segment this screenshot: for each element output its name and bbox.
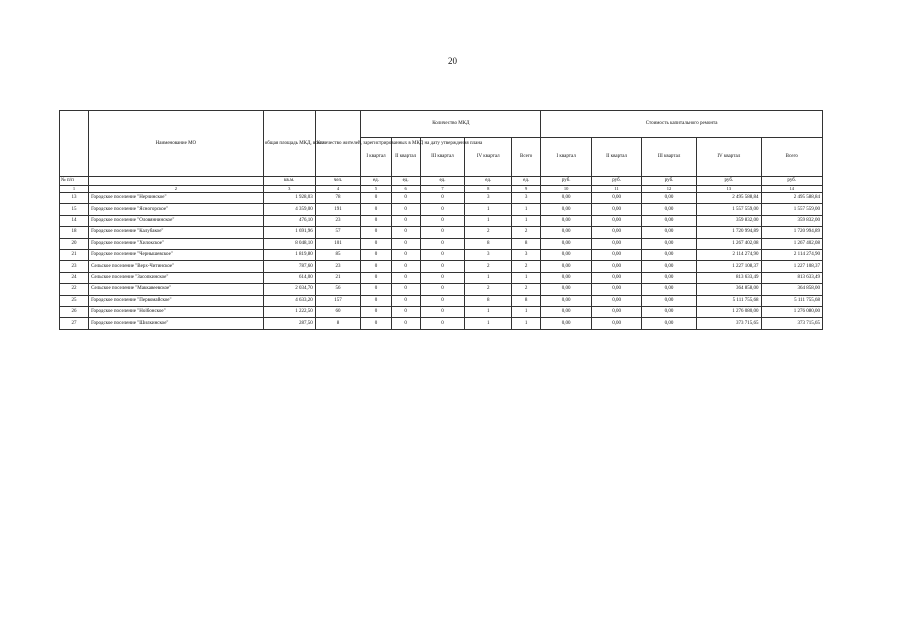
mo-name-cell: Городское поселение "Holбонское" [89, 306, 264, 317]
cost-q1-cell: 0,00 [541, 261, 592, 272]
header-mkd-total: Всего [512, 138, 541, 177]
header-mkd-q1: I квартал [361, 138, 391, 177]
column-number: 7 [420, 186, 465, 193]
residents-cell: 101 [315, 238, 361, 249]
mkd-total-cell: 2 [512, 227, 541, 238]
unit-area: кв.м. [263, 177, 315, 186]
mkd-q2-cell: 0 [391, 284, 420, 295]
mkd-q1-cell: 0 [361, 284, 391, 295]
cost-total-cell: 1 267 402,08 [761, 238, 822, 249]
table-row [60, 295, 823, 306]
residents-cell: 56 [315, 284, 361, 295]
mkd-q1-cell: 0 [361, 204, 391, 215]
cost-q2-cell: 0,00 [592, 318, 642, 329]
unit-cost-q3: руб. [642, 177, 697, 186]
header-cost-q4: IV квартал [697, 138, 761, 177]
column-number: 5 [361, 186, 391, 193]
column-number: 10 [541, 186, 592, 193]
mkd-q3-cell: 0 [420, 193, 465, 204]
area-cell: 2 034,70 [263, 284, 315, 295]
cost-total-cell: 2 114 274,90 [761, 249, 822, 260]
mkd-total-cell: 2 [512, 261, 541, 272]
table-row [60, 238, 823, 249]
mo-name-cell: Сельское поселение "Маккавеевское" [89, 284, 264, 295]
cost-q3-cell: 0,00 [642, 227, 697, 238]
unit-mkd-q3: ед. [420, 177, 465, 186]
cost-q4-cell: 359 832,00 [697, 215, 761, 226]
cost-total-cell: 1 557 559,00 [761, 204, 822, 215]
row-number-cell: 23 [60, 261, 89, 272]
cost-q1-cell: 0,00 [541, 215, 592, 226]
residents-cell: 23 [315, 261, 361, 272]
mkd-q1-cell: 0 [361, 295, 391, 306]
cost-q4-cell: 364 858,00 [697, 284, 761, 295]
mkd-q2-cell: 0 [391, 238, 420, 249]
cost-q2-cell: 0,00 [592, 204, 642, 215]
row-number-cell: 24 [60, 272, 89, 283]
column-number: 14 [761, 186, 822, 193]
area-cell: 476,10 [263, 215, 315, 226]
cost-q2-cell: 0,00 [592, 249, 642, 260]
capital-repair-table [59, 110, 823, 330]
column-number: 2 [89, 186, 264, 193]
mkd-q4-cell: 3 [465, 249, 512, 260]
cost-q3-cell: 0,00 [642, 272, 697, 283]
header-cost-q2: II квартал [592, 138, 642, 177]
row-number-cell: 27 [60, 318, 89, 329]
table-row [60, 306, 823, 317]
cost-q3-cell: 0,00 [642, 215, 697, 226]
table-row [60, 215, 823, 226]
mkd-q2-cell: 0 [391, 295, 420, 306]
cost-q1-cell: 0,00 [541, 204, 592, 215]
mo-name-cell: Городское поселение "Чернышевское" [89, 249, 264, 260]
unit-mkd-total: ед. [512, 177, 541, 186]
column-number: 11 [592, 186, 642, 193]
mo-name-cell: Городское поселение "Нерчинское" [89, 193, 264, 204]
unit-cost-q4: руб. [697, 177, 761, 186]
cost-q4-cell: 373 715,65 [697, 318, 761, 329]
residents-cell: 60 [315, 306, 361, 317]
mkd-total-cell: 1 [512, 204, 541, 215]
cost-q2-cell: 0,00 [592, 261, 642, 272]
table-body [60, 193, 823, 330]
row-number-cell: 20 [60, 238, 89, 249]
column-number: 8 [465, 186, 512, 193]
header-row-num: № п/п [60, 177, 89, 186]
mkd-q4-cell: 3 [465, 193, 512, 204]
area-cell: 8 048,10 [263, 238, 315, 249]
mkd-q4-cell: 1 [465, 306, 512, 317]
cost-q2-cell: 0,00 [592, 238, 642, 249]
mkd-q2-cell: 0 [391, 204, 420, 215]
area-cell: 1 928,03 [263, 193, 315, 204]
mkd-q1-cell: 0 [361, 261, 391, 272]
cost-q3-cell: 0,00 [642, 261, 697, 272]
area-cell: 1 222,50 [263, 306, 315, 317]
header-mkd-count: Количество МКД [361, 111, 541, 138]
mo-name-cell: Городское поселение "Оловяннинское" [89, 215, 264, 226]
mo-name-cell: Городское поселение "Калубакое" [89, 227, 264, 238]
cost-q1-cell: 0,00 [541, 272, 592, 283]
row-number-cell: 21 [60, 249, 89, 260]
row-number-cell: 13 [60, 193, 89, 204]
row-number-cell: 26 [60, 306, 89, 317]
table-row [60, 261, 823, 272]
cost-q1-cell: 0,00 [541, 284, 592, 295]
residents-cell: 23 [315, 215, 361, 226]
mkd-q1-cell: 0 [361, 272, 391, 283]
mkd-q3-cell: 0 [420, 227, 465, 238]
cost-q4-cell: 2 114 274,90 [697, 249, 761, 260]
mkd-q3-cell: 0 [420, 215, 465, 226]
table-row [60, 272, 823, 283]
mkd-q3-cell: 0 [420, 238, 465, 249]
header-mkd-q4: IV квартал [465, 138, 512, 177]
cost-total-cell: 373 715,65 [761, 318, 822, 329]
mkd-q2-cell: 0 [391, 318, 420, 329]
column-number: 6 [391, 186, 420, 193]
cost-q2-cell: 0,00 [592, 284, 642, 295]
mkd-q4-cell: 2 [465, 227, 512, 238]
area-cell: 1 691,96 [263, 227, 315, 238]
cost-q3-cell: 0,00 [642, 284, 697, 295]
unit-cost-total: руб. [761, 177, 822, 186]
mkd-q4-cell: 1 [465, 204, 512, 215]
cost-q3-cell: 0,00 [642, 238, 697, 249]
area-cell: 787,60 [263, 261, 315, 272]
mkd-q3-cell: 0 [420, 295, 465, 306]
mkd-q2-cell: 0 [391, 193, 420, 204]
cost-q3-cell: 0,00 [642, 249, 697, 260]
cost-q1-cell: 0,00 [541, 227, 592, 238]
column-number: 4 [315, 186, 361, 193]
cost-q2-cell: 0,00 [592, 306, 642, 317]
cost-q4-cell: 1 227 108,37 [697, 261, 761, 272]
unit-cost-q2: руб. [592, 177, 642, 186]
column-number: 12 [642, 186, 697, 193]
mkd-q1-cell: 0 [361, 249, 391, 260]
cost-q4-cell: 1 720 994,89 [697, 227, 761, 238]
cost-total-cell: 359 832,00 [761, 215, 822, 226]
unit-cost-q1: руб. [541, 177, 592, 186]
mkd-q1-cell: 0 [361, 227, 391, 238]
mkd-q4-cell: 2 [465, 261, 512, 272]
mkd-q2-cell: 0 [391, 249, 420, 260]
mo-name-cell: Городское поселение "Ясногорское" [89, 204, 264, 215]
cost-q4-cell: 1 276 080,00 [697, 306, 761, 317]
cost-q1-cell: 0,00 [541, 238, 592, 249]
cost-q3-cell: 0,00 [642, 204, 697, 215]
cost-total-cell: 1 720 994,89 [761, 227, 822, 238]
mkd-q4-cell: 1 [465, 272, 512, 283]
header-cost-q1: I квартал [541, 138, 592, 177]
mkd-q1-cell: 0 [361, 215, 391, 226]
mkd-q1-cell: 0 [361, 193, 391, 204]
table-row [60, 284, 823, 295]
cost-q3-cell: 0,00 [642, 318, 697, 329]
mkd-total-cell: 2 [512, 284, 541, 295]
cost-q2-cell: 0,00 [592, 227, 642, 238]
header-mkd-q3: III квартал [420, 138, 465, 177]
mkd-total-cell: 8 [512, 295, 541, 306]
mkd-q1-cell: 0 [361, 306, 391, 317]
row-number-cell: 22 [60, 284, 89, 295]
mkd-q2-cell: 0 [391, 272, 420, 283]
header-name: Наименование МО [89, 111, 264, 177]
header-residents: Количество жителей, зарегистрированных в МКД на дату утверждения плана [315, 111, 361, 177]
cost-q1-cell: 0,00 [541, 306, 592, 317]
cost-total-cell: 1 227 108,37 [761, 261, 822, 272]
header-cost-q3: III квартал [642, 138, 697, 177]
mkd-q4-cell: 2 [465, 284, 512, 295]
unit-name-blank [89, 177, 264, 186]
row-number-cell: 15 [60, 204, 89, 215]
column-number: 9 [512, 186, 541, 193]
cost-total-cell: 813 633,49 [761, 272, 822, 283]
row-number-cell: 18 [60, 227, 89, 238]
cost-q4-cell: 1 267 402,08 [697, 238, 761, 249]
cost-q4-cell: 5 111 755,68 [697, 295, 761, 306]
mkd-total-cell: 3 [512, 193, 541, 204]
table-row [60, 318, 823, 329]
mkd-q4-cell: 8 [465, 238, 512, 249]
cost-q2-cell: 0,00 [592, 193, 642, 204]
mkd-q4-cell: 1 [465, 318, 512, 329]
header-mkd-q2: II квартал [391, 138, 420, 177]
mo-name-cell: Сельское поселение "Верх-Читинское" [89, 261, 264, 272]
cost-total-cell: 1 276 080,00 [761, 306, 822, 317]
mkd-total-cell: 3 [512, 249, 541, 260]
mkd-q4-cell: 1 [465, 215, 512, 226]
mkd-q1-cell: 0 [361, 318, 391, 329]
cost-total-cell: 5 111 755,68 [761, 295, 822, 306]
mkd-total-cell: 1 [512, 306, 541, 317]
mkd-total-cell: 1 [512, 215, 541, 226]
cost-q4-cell: 813 633,49 [697, 272, 761, 283]
residents-cell: 57 [315, 227, 361, 238]
cost-q1-cell: 0,00 [541, 249, 592, 260]
cost-q1-cell: 0,00 [541, 193, 592, 204]
mkd-q1-cell: 0 [361, 238, 391, 249]
cost-q2-cell: 0,00 [592, 272, 642, 283]
residents-cell: 78 [315, 193, 361, 204]
cost-q1-cell: 0,00 [541, 318, 592, 329]
mkd-total-cell: 1 [512, 272, 541, 283]
mo-name-cell: Городское поселение "Первомайское" [89, 295, 264, 306]
residents-cell: 21 [315, 272, 361, 283]
table-row [60, 204, 823, 215]
mkd-q3-cell: 0 [420, 249, 465, 260]
cost-q3-cell: 0,00 [642, 306, 697, 317]
mo-name-cell: Городское поселение "Шилкинское" [89, 318, 264, 329]
unit-mkd-q2: ед. [391, 177, 420, 186]
residents-cell: 85 [315, 249, 361, 260]
page-number: 20 [448, 56, 457, 66]
row-number-cell: 25 [60, 295, 89, 306]
residents-cell: 157 [315, 295, 361, 306]
unit-mkd-q1: ед. [361, 177, 391, 186]
mkd-q3-cell: 0 [420, 204, 465, 215]
area-cell: 4 633,20 [263, 295, 315, 306]
column-number: 3 [263, 186, 315, 193]
mo-name-cell: Городское поселение "Хилокское" [89, 238, 264, 249]
area-cell: 1 819,80 [263, 249, 315, 260]
unit-residents: чел. [315, 177, 361, 186]
cost-total-cell: 2 495 588,84 [761, 193, 822, 204]
mkd-q3-cell: 0 [420, 272, 465, 283]
table-row [60, 249, 823, 260]
header-cost-total: Всего [761, 138, 822, 177]
cost-q2-cell: 0,00 [592, 215, 642, 226]
cost-q4-cell: 1 557 559,00 [697, 204, 761, 215]
column-number: 13 [697, 186, 761, 193]
mkd-q3-cell: 0 [420, 261, 465, 272]
cost-q1-cell: 0,00 [541, 295, 592, 306]
cost-total-cell: 364 858,00 [761, 284, 822, 295]
header-repair-cost: Стоимость капитального ремонта [541, 111, 823, 138]
mkd-q3-cell: 0 [420, 284, 465, 295]
mkd-q2-cell: 0 [391, 306, 420, 317]
row-number-cell: 14 [60, 215, 89, 226]
residents-cell: 191 [315, 204, 361, 215]
mkd-q4-cell: 8 [465, 295, 512, 306]
header-row-num-blank [60, 111, 89, 177]
residents-cell: 8 [315, 318, 361, 329]
cost-q3-cell: 0,00 [642, 193, 697, 204]
area-cell: 287,50 [263, 318, 315, 329]
cost-q3-cell: 0,00 [642, 295, 697, 306]
mkd-total-cell: 8 [512, 238, 541, 249]
mkd-q2-cell: 0 [391, 215, 420, 226]
mkd-q3-cell: 0 [420, 306, 465, 317]
mkd-q2-cell: 0 [391, 261, 420, 272]
mkd-total-cell: 1 [512, 318, 541, 329]
unit-mkd-q4: ед. [465, 177, 512, 186]
mkd-q2-cell: 0 [391, 227, 420, 238]
cost-q2-cell: 0,00 [592, 295, 642, 306]
mo-name-cell: Сельское поселение "Засопкинское" [89, 272, 264, 283]
area-cell: 4 359,00 [263, 204, 315, 215]
table-row [60, 193, 823, 204]
area-cell: 614,00 [263, 272, 315, 283]
mkd-q3-cell: 0 [420, 318, 465, 329]
cost-q4-cell: 2 495 588,84 [697, 193, 761, 204]
column-number: 1 [60, 186, 89, 193]
header-area: общая площадь МКД, всего [263, 111, 315, 177]
table-row [60, 227, 823, 238]
